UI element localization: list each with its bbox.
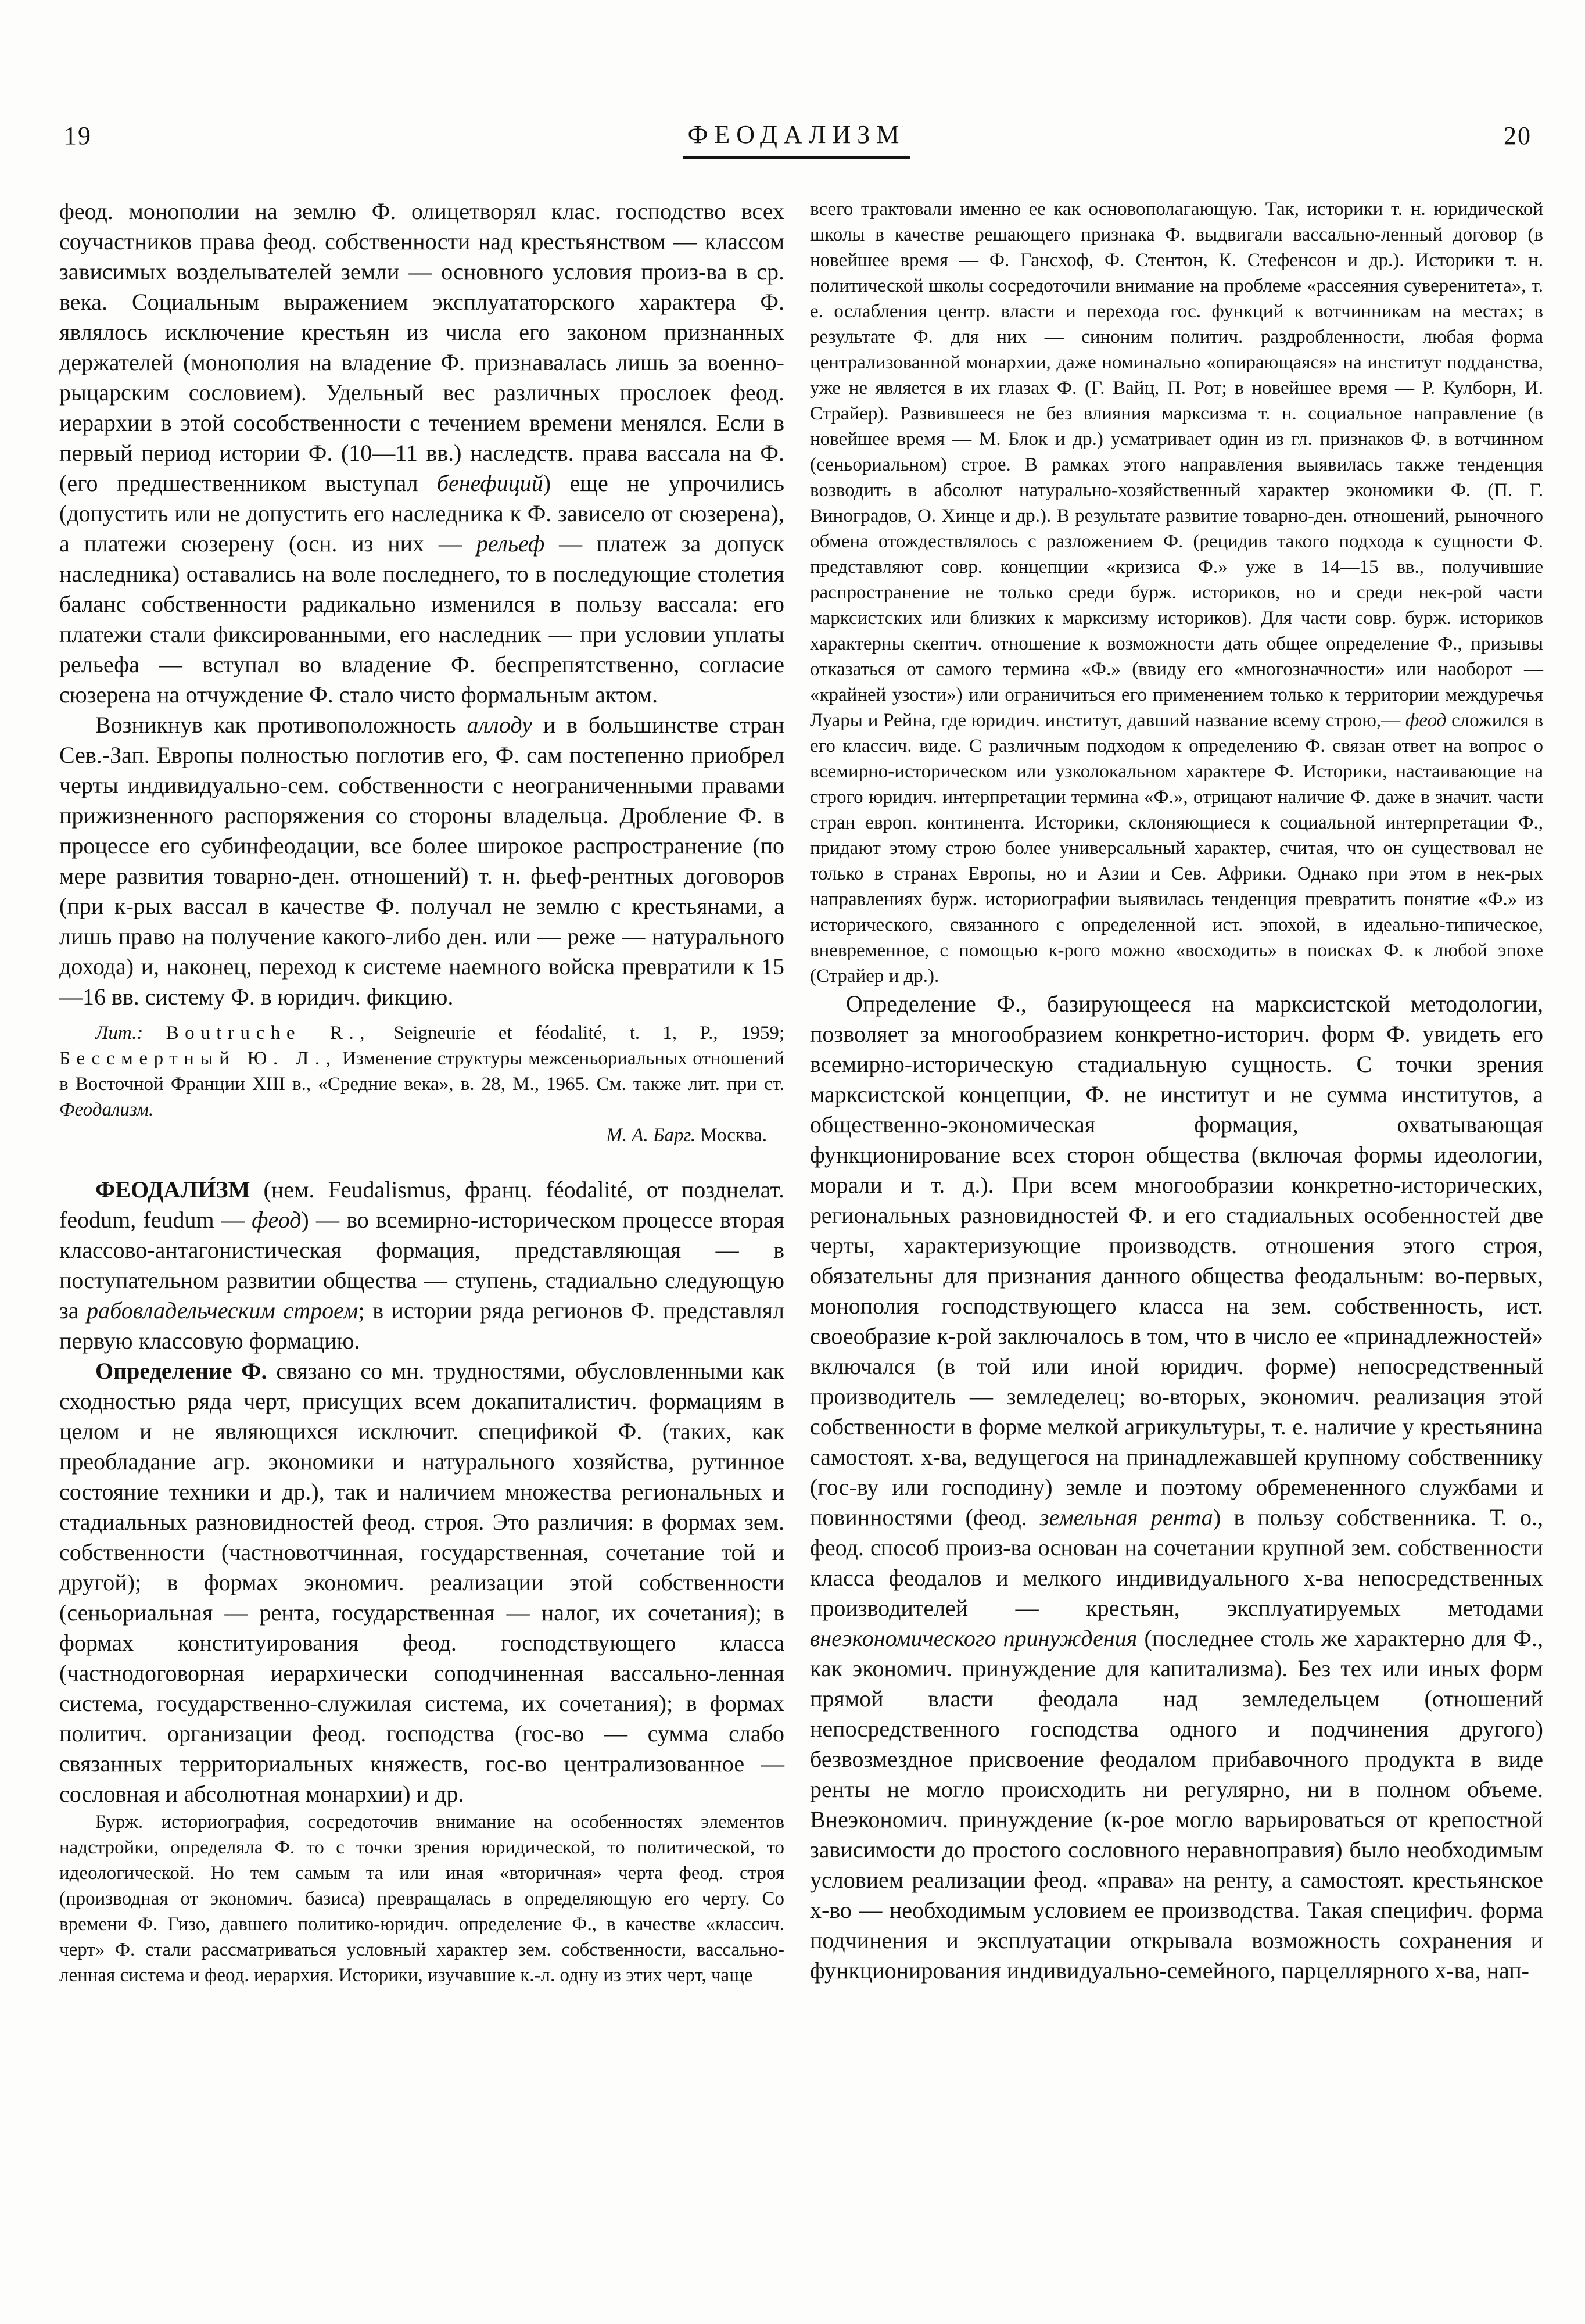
column-right bbox=[810, 196, 1543, 1986]
text-run: Москва. bbox=[695, 1125, 767, 1146]
text-run: — платеж за допуск наследника) оставались на воле последнего, то в последующие столетия баланс собственности радикально изменился в пользу вассала: его платежи стали фиксированными, его наследник — при условии уплаты рельефа — вступал во владение Ф. беспрепятственно, согласие сюзерена на отчуждение Ф. стало чисто формальным актом. bbox=[59, 530, 784, 708]
text-run: ) в пользу собственника. Т. о., феод. способ произ-ва основан на сочетании крупной зем. собственности класса феодалов и мелкого индивидуального х-ва непосредственных производителей — крестьян, эксплуатируемых методами bbox=[810, 1504, 1543, 1621]
text-run: Возникнув как противоположность bbox=[95, 712, 467, 738]
text-run: феод bbox=[1405, 710, 1447, 731]
text-run: (последнее столь же характерно для Ф., как экономич. принуждение для капитализма). Без тех или иных форм прямой власти феодала над земледельцем (отношений непосредственного господства одного и подчинения другого) безвозмездное присвоение феодалом прибавочного продукта в виде ренты не могло происходить ни регулярно, ни в полном объеме. Внеэкономич. принуждение (к-рое могло варьироваться от крепостной зависимости до простого сословного неравноправия) было необходимым условием реализации феод. «права» на ренту, а самостоят. крестьянское х-во — необходимым условием ее производства. Такая специфич. форма подчинения и эксплуатации открывала возможность сохранения и функционирования индивидуально-семейного, парцеллярного х-ва, нап- bbox=[810, 1625, 1543, 1984]
text-run: аллоду bbox=[467, 712, 532, 738]
text-run: Определение Ф., базирующееся на марксистской методологии, позволяет за многообразием конкретно-историч. форм Ф. увидеть его всемирно-историческую стадиальную сущность. С точки зрения марксистской концепции, Ф. не институт и не сумма институтов, а общественно-экономическая формация, охватывающая функционирование всех сторон общества (включая формы идеологии, морали и т. д.). При всем многообразии конкретно-исторических, региональных разновидностей Ф. и его стадиальных особенностей две черты, характеризующие производств. отношения этого строя, обязательны для признания данного общества феодальным: во-первых, монополия господствующего класса на зем. собственность, ист. своеобразие к-рой заключалось в том, что в число ее «принадлежностей» включался (в той или иной юридич. форме) непосредственный производитель — земледелец; во-вторых, экономич. реализация этой собственности в форме мелкой агрикультуры, т. е. наличие у крестьянина самостоят. х-ва, ведущегося на принадлежавшей крупному собственнику (гос-ву или господину) земле и поэтому обремененного службами и повинностями (феод. bbox=[810, 991, 1543, 1530]
text-run: рельеф bbox=[476, 530, 545, 557]
text-run: внеэкономического принуждения bbox=[810, 1625, 1138, 1651]
signature bbox=[59, 1122, 784, 1148]
text-run: Определение Ф. bbox=[95, 1358, 267, 1384]
text-run: земельная рента bbox=[1039, 1504, 1213, 1530]
text-run: Seigneurie et féodalité, t. 1, P., 1959; bbox=[371, 1023, 784, 1043]
running-title bbox=[60, 120, 1533, 159]
text-run: ) — во всемирно-историческом процессе вторая классово-антагонистическая формация, представляющая — в поступательном развитии общества — ступень, стадиально следующую за bbox=[59, 1207, 785, 1324]
text-run: всего трактовали именно ее как основополагающую. Так, историки т. н. юридической школы в качестве решающего признака Ф. выдвигали вассально-ленный договор (в новейшее время — Ф. Гансхоф, Ф. Стентон, К. Стефенсон и др.). Историки т. н. политической школы сосредоточили внимание на проблеме «рассеяния суверенитета», т. е. ослабления центр. власти и перехода гос. функций к вотчинникам на местах; в результате Ф. для них — синоним политич. раздробленности, любая форма централизованной монархии, даже номинально «опирающаяся» на институт подданства, уже не является в их глазах Ф. (Г. Вайц, П. Рот; в новейшее время — Р. Кулборн, И. Страйер). Развившееся не без влияния марксизма т. н. социальное направление (в новейшее время — М. Блок и др.) усматривает один из гл. признаков Ф. в вотчинном (сеньориальном) строе. В рамках этого направления выявилась также тенденция возводить в абсолют натурально-хозяйственный характер экономики Ф. (П. Г. Виноградов, О. Хинце и др.). В результате развитие товарно-ден. отношений, рыночного обмена отождествлялось с разложением Ф. (рецидив такого подхода к сущности Ф. представляют совр. концепции «кризиса Ф.» уже в 14—15 вв., получившие распространение не только среди бурж. историков, но и среди нек-рой части марксистских или близких к марксизму историков). Для части совр. бурж. историков характерны скептич. отношение к возможности дать общее определение Ф., призывы отказаться от самого термина «Ф.» (ввиду его «многозначности» или наоборот — «крайней узости») или ограничиться его применением только к территории междуречья Луары и Рейна, где юридич. институт, давший название всему строю,— bbox=[810, 199, 1543, 731]
text-run: и в большинстве стран Сев.-Зап. Европы полностью поглотив его, Ф. сам постепенно приобрел черты индивидуально-сем. собственности с неограниченными правами прижизненного распоряжения со стороны владельца. Дробление Ф. в процессе его субинфеодации, все более широкое распространение (по мере развития товарно-ден. отношений) т. н. фьеф-рентных договоров (при к-рых вассал в качестве Ф. получал не землю с крестьянами, а лишь право на получение какого-либо ден. или — реже — натурального дохода) и, наконец, переход к системе наемного войска превратили к 15—16 вв. систему Ф. в юридич. фикцию. bbox=[59, 712, 784, 1010]
text-run bbox=[143, 1023, 166, 1043]
running-title-text: ФЕОДАЛИЗМ bbox=[683, 120, 910, 159]
smallprint-continuation bbox=[810, 196, 1543, 989]
paragraph-vozniknuv bbox=[59, 710, 784, 1012]
paragraph-feod-continuation bbox=[59, 196, 784, 710]
text-run: бенефиций bbox=[436, 470, 543, 496]
text-run: сложился в его классич. виде. С различным подходом к определению Ф. связан ответ на вопрос о всемирно-историческом или узколокальном характере Ф. Историки, настаивающие на строго юридич. интерпретации термина «Ф.», отрицают наличие Ф. даже в значит. части стран европ. континента. Историки, склоняющиеся к социальной интерпретации Ф., придают этому строю более универсальный характер, считая, что он существовал не только в странах Европы, но и Азии и Сев. Африки. Однако при этом в нек-рых направлениях бурж. историографии выявилась тенденция превратить понятие «Ф.» из исторического, связанного с определенной ист. эпохой, в идеально-типическое, вневременное, с помощью к-рого можно «восходить» в поисках Ф. к любой эпохе (Страйер и др.). bbox=[810, 710, 1543, 987]
text-run: Boutruche R., bbox=[166, 1023, 371, 1043]
text-run: феод. монополии на землю Ф. олицетворял клас. господство всех соучастников права феод. собственности над крестьянством — классом зависимых возделывателей земли — основного условия произ-ва в ср. века. Социальным выражением эксплуататорского характера Ф. являлось исключение крестьян из числа его законом признанных держателей (монополия на владение Ф. признавалась лишь за военно-рыцарским сословием). Удельный вес различных прослоек феод. иерархии в этой сособственности с течением времени менялся. Если в первый период истории Ф. (10—11 вв.) наследств. права вассала на Ф. (его предшественником выступал bbox=[59, 198, 784, 496]
page-number-left: 19 bbox=[64, 121, 92, 150]
text-run: Бурж. историография, сосредоточив внимание на особенностях элементов надстройки, определяла Ф. то с точки зрения юридической, то политической, то идеологической. Но тем самым та или иная «вторичная» черта феод. строя (производная от экономич. базиса) превращалась в определяющую его черту. Со времени Ф. Гизо, давшего политико-юридич. определение Ф., в качестве «классич. черт» Ф. стали рассматриваться условный характер зем. собственности, вассально-ленная система и феод. иерархия. Историки, изучавшие к.-л. одну из этих черт, чаще bbox=[59, 1812, 784, 1986]
text-run: рабовладельческим строем bbox=[87, 1297, 358, 1324]
page-content bbox=[59, 196, 1543, 2324]
text-run: ) еще не упрочились (допустить или не допустить его наследника к Ф. зависело от сюзерена), а платежи сюзерену (осн. из них — bbox=[59, 470, 784, 557]
text-run: М. А. Барг. bbox=[606, 1125, 696, 1146]
text-run: Изменение структуры межсеньориальных отношений в Восточной Франции XIII в., «Средние века», в. 28, М., 1965. См. также лит. при ст. bbox=[59, 1048, 784, 1095]
text-run: (нем. Feudalismus, франц. féodalité, от позднелат. feodum, feudum — bbox=[59, 1177, 784, 1233]
text-run: Лит.: bbox=[95, 1023, 144, 1043]
text-run: феод bbox=[252, 1207, 302, 1233]
page-number-right: 20 bbox=[1504, 121, 1532, 150]
text-run: ФЕОДАЛИ́ЗМ bbox=[95, 1177, 250, 1203]
text-run: связано со мн. трудностями, обусловленными как сходностью ряда черт, присущих всем докапиталистич. формациям в целом и не являющихся исключит. спецификой Ф. (таких, как преобладание агр. экономики и натурального хозяйства, рутинное состояние техники и др.), так и наличием множества региональных и стадиальных разновидностей феод. строя. Это различия: в формах зем. собственности (частновотчинная, государственная, сочетание той и другой); в формах экономич. реализации этой собственности (сеньориальная — рента, государственная — налог, их сочетания); в формах конституирования феод. господствующего класса (частнодоговорная иерархически соподчиненная вассально-ленная система, государственно-служилая система, их сочетания); в формах политич. организации феод. господства (гос-во — сумма слабо связанных территориальных княжеств, гос-во централизованное — сословная и абсолютная монархии) и др. bbox=[59, 1358, 784, 1807]
text-run: Бессмертный Ю. Л., bbox=[59, 1048, 337, 1069]
column-left bbox=[59, 196, 784, 1988]
page-header bbox=[60, 0, 1533, 192]
literature-block bbox=[59, 1020, 784, 1122]
paragraph-marxist-definition bbox=[810, 989, 1543, 1986]
text-run: Феодализм. bbox=[59, 1099, 154, 1120]
paragraph-opredelenie bbox=[59, 1356, 784, 1809]
smallprint-burzh-historiography bbox=[59, 1809, 784, 1988]
text-run: ; в истории ряда регионов Ф. представлял первую классовую формацию. bbox=[59, 1297, 784, 1354]
entry-feodalizm bbox=[59, 1175, 784, 1356]
